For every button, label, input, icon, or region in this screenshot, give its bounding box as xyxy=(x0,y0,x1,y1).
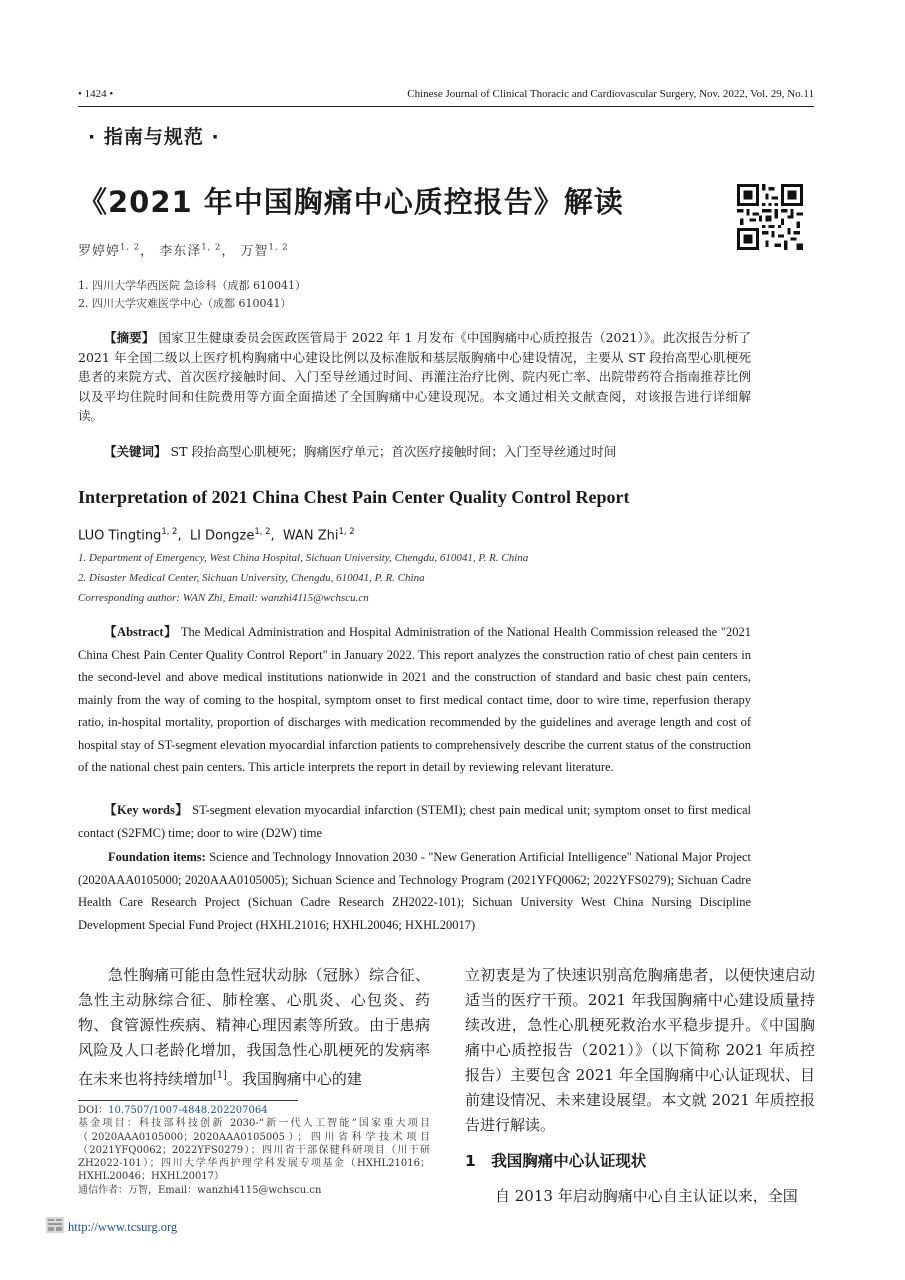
keywords-text: ST 段抬高型心肌梗死；胸痛医疗单元；首次医疗接触时间；入门至导丝通过时间 xyxy=(170,444,617,459)
body-paragraph-tail: 。我国胸痛中心的建 xyxy=(226,1070,362,1088)
section-heading: 1 我国胸痛中心认证现状 xyxy=(465,1152,647,1170)
funding-note: 基金项目：科技部科技创新 2030-“新一代人工智能”国家重大项目（2020AAA0105000；2020AAA0105005）；四川省科学技术项目（2021YFQ0062；2022YFS0279）；四川省干部保健科研项目（川干研 ZH2022-101）；四川大学华西护理学科发展专项基金（HXHL21016；HXHL20046；HXHL20017） xyxy=(78,1118,430,1183)
doi-link[interactable]: 10.7507/1007-4848.202207064 xyxy=(108,1105,268,1116)
keywords-cn xyxy=(78,442,751,460)
foundation-items-en xyxy=(78,846,751,936)
authors-cn: 罗婷婷$^{1, 2}$， 李东泽$^{1, 2}$， 万智$^{1, 2}$ xyxy=(78,241,289,259)
journal-url-link[interactable]: http://www.tcsurg.org xyxy=(68,1220,178,1234)
corresponding-author-en: Corresponding author: WAN Zhi, Email: wanzhi4115@wchscu.cn xyxy=(78,592,369,604)
section-tag: · 指南与规范 · xyxy=(88,126,220,148)
keywords-label: 【关键词】 xyxy=(104,444,167,459)
abstract-label: 【摘要】 xyxy=(104,330,155,345)
author-affil-sup: 1, 2 xyxy=(161,526,178,536)
abstract-text: 国家卫生健康委员会医政医管局于 2022 年 1 月发布《中国胸痛中心质控报告（2021）》。此次报告分析了 2021 年全国二级以上医疗机构胸痛中心建设比例以及标准版和基层版胸痛中心建设情况，主要从 ST 段抬高型心肌梗死患者的来院方式、首次医疗接触时间、入门至导丝通过时间、再灌注治疗比例、院内死亡率、出院带药符合指南推荐比例以及平均住院时间和住院费用等方面全面描述了全国胸痛中心建设现况。本文通过相关文献查阅，对该报告进行详细解读。 xyxy=(78,330,751,423)
affiliation-en: 1. Department of Emergency, West China Hospital, Sichuan University, Chengdu, 610041, P. R. China xyxy=(78,552,529,564)
footnotes xyxy=(78,1104,430,1197)
abstract-label: 【Abstract】 xyxy=(104,625,178,639)
english-title: Interpretation of 2021 China Chest Pain Center Quality Control Report xyxy=(78,487,630,507)
body-paragraph: 急性胸痛可能由急性冠状动脉（冠脉）综合征、急性主动脉综合征、肺栓塞、心肌炎、心包炎、药物、食管源性疾病、精神心理因素等所致。由于患病风险及人口老龄化增加，我国急性心肌梗死的发病率在未来也将持续增加 xyxy=(78,966,430,1088)
author-name: 罗婷婷 xyxy=(78,244,121,259)
affiliation-cn: 2. 四川大学灾难医学中心（成都 610041） xyxy=(78,297,292,310)
author-name: LUO Tingting xyxy=(78,528,162,544)
abstract-cn xyxy=(78,328,751,426)
footnote-divider xyxy=(78,1100,298,1101)
page-number: • 1424 • xyxy=(78,88,114,100)
article-title: 《2021 年中国胸痛中心质控报告》解读 xyxy=(78,185,624,219)
qr-code-icon xyxy=(737,184,803,250)
author-affil-sup: 1, 2 xyxy=(338,526,355,536)
english-authors: LUO Tingting$^{1, 2}$, LI Dongze$^{1, 2}$, WAN Zhi$^{1, 2}$ xyxy=(78,526,355,544)
keywords-label: 【Key words】 xyxy=(104,803,189,817)
doi-label: DOI： xyxy=(78,1105,109,1116)
keywords-text: ST-segment elevation myocardial infarction (STEMI); chest pain medical unit; symptom onset to first medical contact (S2FMC) time; door to wire (D2W) time xyxy=(78,803,751,840)
corresponding-note: 通信作者：万智，Email：wanzhi4115@wchscu.cn xyxy=(78,1184,322,1196)
keywords-en xyxy=(78,799,751,844)
author-affil-sup: 1, 2 xyxy=(120,241,141,252)
journal-info: Chinese Journal of Clinical Thoracic and Cardiovascular Surgery, Nov. 2022, Vol. 29, No.11 xyxy=(407,88,814,100)
abstract-text: The Medical Administration and Hospital Administration of the National Health Commission released the "2021 China Chest Pain Center Quality Control Report" in January 2022. This report analyzes the construction ratio of chest pain centers in the second-level and above medical institutions nationwide in 2021 and the construction of standard and basic chest pain centers, mainly from the way of coming to the hospital, symptom onset to first medical contact time, door to wire time, reperfusion therapy ratio, in-hospital mortality, proportion of discharges with medication recommended by the guidelines and average length and cost of hospital stay of ST-segment elevation myocardial infarction patients to comprehensively describe the current status of the construction of the national chest pain centers. This article interprets the report in detail by reviewing relevant literature. xyxy=(78,625,752,774)
affiliation-en: 2. Disaster Medical Center, Sichuan University, Chengdu, 610041, P. R. China xyxy=(78,572,425,584)
author-name: WAN Zhi xyxy=(282,528,339,544)
author-name: 万智 xyxy=(240,244,269,259)
citation-ref: [1] xyxy=(213,1070,227,1081)
journal-logo-icon xyxy=(45,1215,65,1235)
author-name: 李东泽 xyxy=(159,244,202,259)
foundation-label: Foundation items: xyxy=(108,850,206,864)
author-affil-sup: 1, 2 xyxy=(268,241,289,252)
affiliation-cn: 1. 四川大学华西医院 急诊科（成都 610041） xyxy=(78,279,306,292)
abstract-en xyxy=(78,621,751,779)
doi-line xyxy=(78,1104,430,1117)
author-affil-sup: 1, 2 xyxy=(201,241,222,252)
author-affil-sup: 1, 2 xyxy=(254,526,271,536)
author-name: LI Dongze xyxy=(189,528,255,544)
body-left-column xyxy=(78,963,430,1092)
body-right-column: 立初衷是为了快速识别高危胸痛患者，以便快速启动适当的医疗干预。2021 年我国胸痛中心建设质量持续改进，急性心肌梗死救治水平稳步提升。《中国胸痛中心质控报告（2021）》（以下简称 2021 年质控报告）主要包含 2021 年全国胸痛中心认证现状、目前建设情况、未来建设展望。本文就 2021 年质控报告进行解读。 xyxy=(465,966,815,1134)
body-paragraph: 自 2013 年启动胸痛中心自主认证以来，全国 xyxy=(495,1187,798,1205)
running-header xyxy=(78,86,814,107)
foundation-text: Science and Technology Innovation 2030 - "New Generation Artificial Intelligence" National Major Project (2020AAA0105000; 2020AAA0105005); Sichuan Science and Technology Program (2021YFQ0062; 2022YFS0279); Sichuan Cadre Health Care Research Project (Sichuan Cadre Research ZH2022-101); Sichuan University West China Nursing Discipline Development Special Fund Project (HXHL21016; HXHL20046; HXHL20017) xyxy=(78,850,751,932)
